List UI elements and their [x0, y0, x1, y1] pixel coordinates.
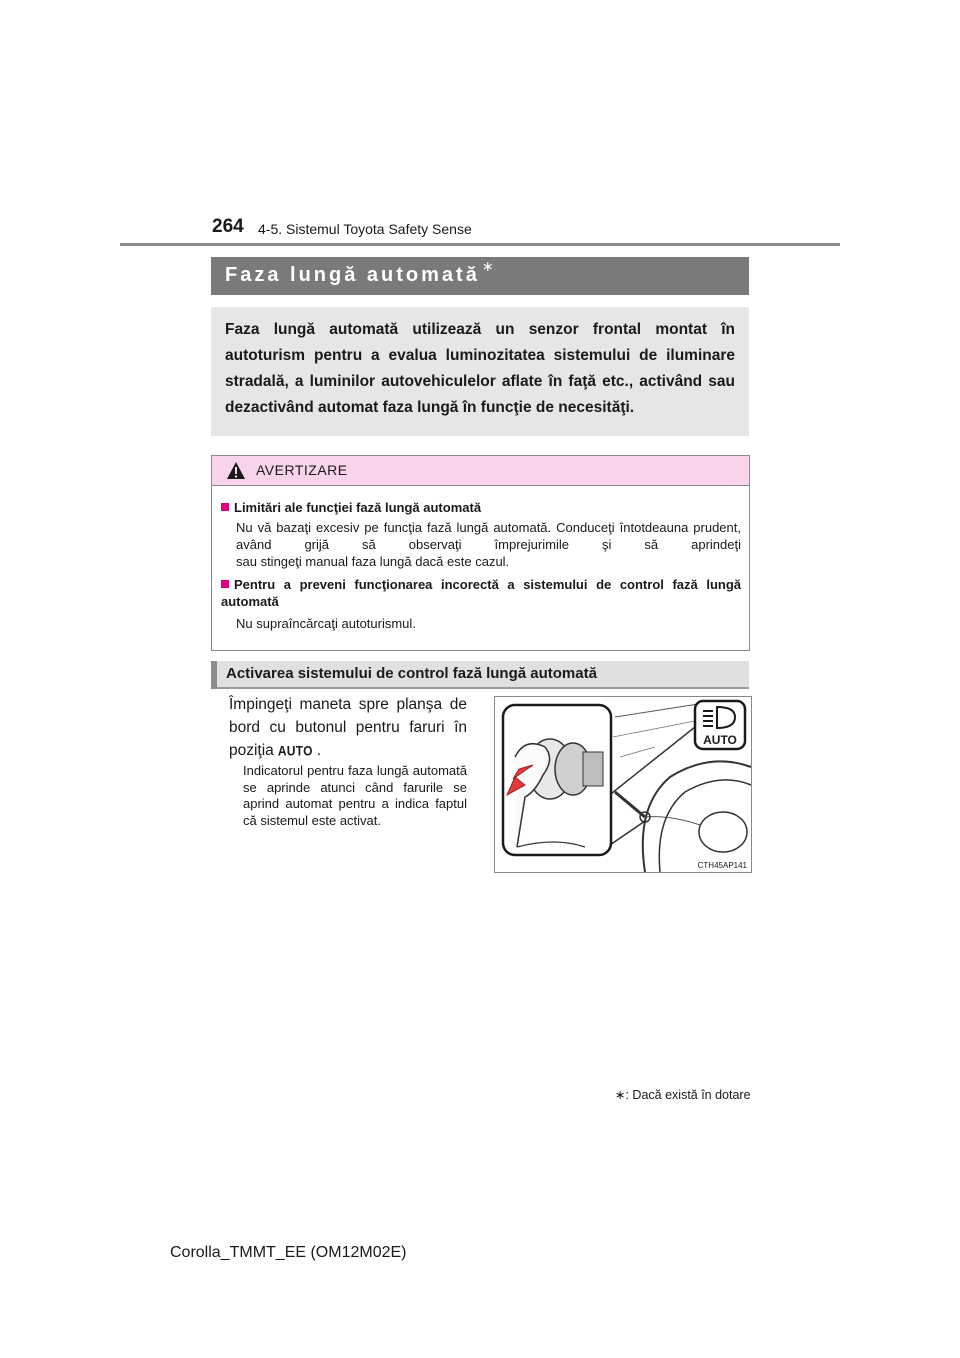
instruction-text: Împingeţi maneta spre planşa de bord cu butonul pentru faruri în poziţia AUTO .: [229, 693, 467, 763]
intro-text: Faza lungă automată utilizează un senzor frontal montat în autoturism pentru a evalua luminozitatea sistemului de iluminare stradală, a luminilor autovehiculelor aflate în faţă etc., activând sau dezactivând automat faza lungă în funcţie de necesităţi.: [225, 321, 735, 416]
indicator-note: Indicatorul pentru faza lungă automată se aprinde atunci când farurile se aprind automat pentru a indica faptul că sistemul este activat.: [243, 763, 467, 828]
section-title: 4-5. Sistemul Toyota Safety Sense: [258, 221, 472, 237]
warning-label: AVERTIZARE: [256, 462, 348, 478]
heading-accent-bar: [211, 661, 217, 689]
bullet-square-icon: [221, 580, 229, 588]
figure-code: CTH45AP141: [697, 861, 747, 870]
subsection-heading: [211, 661, 749, 689]
title-asterisk: ∗: [481, 258, 494, 274]
auto-symbol: AUTO: [277, 742, 313, 759]
headlight-lever-illustration: [494, 696, 752, 873]
page-title: [225, 258, 494, 287]
page-number: 264: [212, 216, 244, 237]
warning-item-text: Nu supraîncărcaţi autoturismul.: [236, 616, 416, 631]
header-divider: [120, 243, 840, 246]
footer-model-code: Corolla_TMMT_EE (OM12M02E): [170, 1244, 407, 1261]
footnote-asterisk: ∗: [615, 1088, 626, 1102]
warning-item-title: Pentru a preveni funcţionarea incorectă a sistemului de control fază lungă automată: [221, 577, 741, 609]
title-bar: [211, 257, 749, 295]
warning-item-title: Limitări ale funcţiei fază lungă automată: [221, 499, 741, 516]
warning-triangle-icon: [226, 461, 246, 480]
bullet-square-icon: [221, 503, 229, 511]
warning-box: [211, 455, 750, 651]
warning-item-text: sau stingeţi manual faza lungă dacă este cazul.: [236, 554, 510, 569]
warning-item-text: Nu vă bazaţi excesiv pe funcţia fază lungă automată. Conduceţi întotdeauna prudent, având grijă să observaţi împrejurimile şi să aprindeţi: [236, 520, 741, 552]
warning-header: [212, 456, 749, 486]
auto-icon-label: AUTO: [703, 733, 737, 747]
footnote: [615, 1087, 751, 1102]
page-title-text: Faza lungă automată: [225, 264, 480, 286]
illustration-drawing: [495, 697, 751, 872]
subsection-heading-text: Activarea sistemului de control fază lungă automată: [226, 665, 597, 682]
intro-box: [211, 307, 749, 436]
footnote-text: : Dacă există în dotare: [625, 1088, 751, 1102]
